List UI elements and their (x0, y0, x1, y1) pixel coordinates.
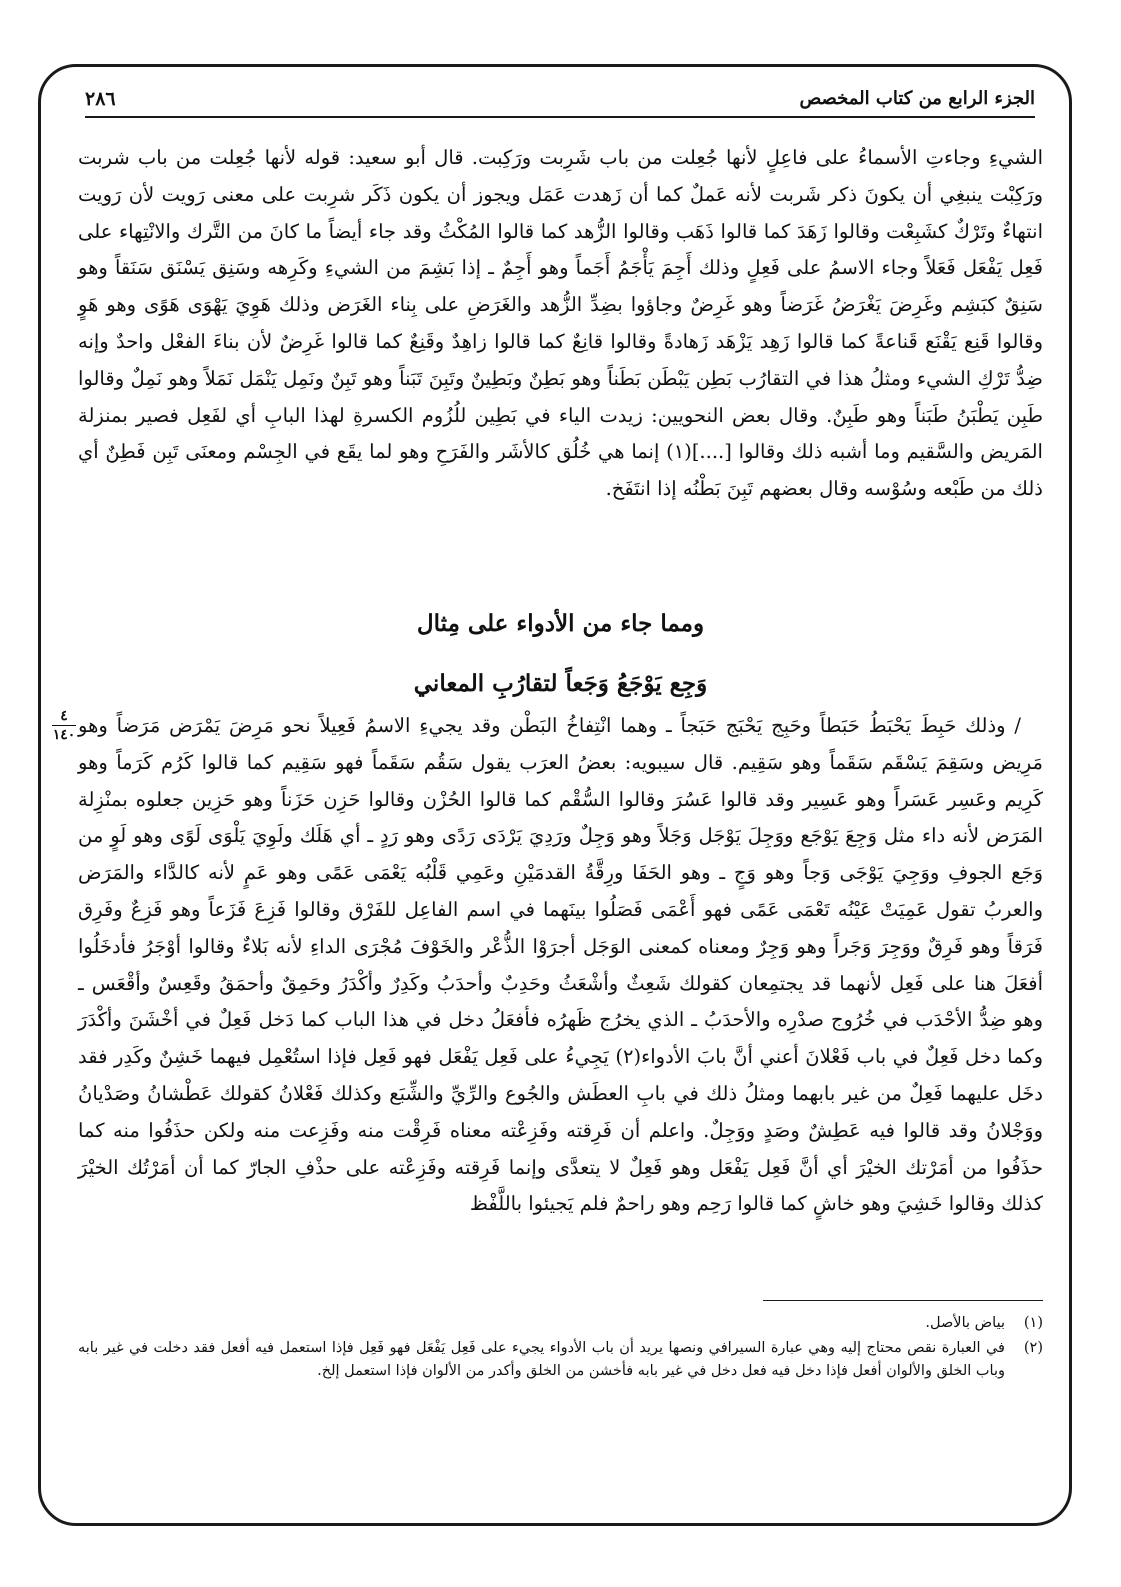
footnote-text: بياض بالأصل. (925, 1315, 1005, 1331)
footnote-item (78, 1337, 1043, 1383)
section-heading-line-1: ومما جاء من الأدواء على مِثال (416, 610, 705, 637)
main-text-block-2 (78, 708, 1043, 1223)
footnotes (78, 1312, 1043, 1385)
section-heading-line-2: وَجِع يَوْجَعُ وَجَعاً لتقارُبِ المعاني (413, 670, 708, 697)
margin-page-reference (52, 708, 76, 743)
footnote-separator (763, 1300, 1043, 1301)
book-title: الجزء الرابع من كتاب المخصص (799, 88, 1035, 109)
margin-ref-denominator: ١٤٠ (52, 727, 76, 743)
footnote-item (78, 1312, 1043, 1335)
margin-ref-numerator: ٤ (60, 708, 68, 724)
margin-ref-divider (52, 725, 76, 726)
paragraph-1: الشيءِ وجاءتِ الأسماءُ على فاعِلٍ لأنها جُعِلت من باب شَرِبت ورَكِبت. قال أبو سعيد: قوله لأنها جُعِلت من باب شربت ورَكِبْت ينبغِي أن يكونَ ذكر شَربت لأنه عَملٌ كما أن زَهدت عَمَل ويجوز أن يكون ذَكَر شرِبت على معنى رَويت لأن رَويت انتهاءٌ وتَرْكٌ كشَبِعْت وقالوا زَهَدَ كما قالوا ذَهَب وقالوا الزُّهد كما قالوا المُكْثُ وقد جاء أيضاً ما كانَ من التَّرك والانْتِهاء على فَعِل يَفْعَل فَعَلاً وجاء الاسمُ على فَعِلٍ وذلك أَجِمَ يَأْجَمُ أَجَماً وهو أَجِمٌ ـ إذا بَشِمَ من الشيءِ وكَرِهه وسَنِق يَسْنَق سَنَقاً وهو سَنِقٌ كبَشِم وغَرِضَ يَغْرَضُ غَرَضاً وهو غَرِضٌ وجاؤوا بضِدِّ الزُّهد والغَرَضِ على بِناء الغَرَض وذلك هَوِيَ يَهْوَى هَوًى وهو هَوٍ وقالوا قَنِع يَقْنَع قَناعةً كما قالوا زَهِد يَزْهَد زَهادةً وقالوا قانِعٌ كما قالوا زاهِدٌ وقَنِعٌ كما قالوا غَرِضٌ لأن بناءَ الفعْل واحدٌ وإنه ضِدُّ تَرْكِ الشيء ومثلُ هذا في التقارُب بَطِن يَبْطَن بَطَناً وهو بَطِنٌ وبَطِينٌ وتَبِنَ تَبَناً وهو تَبِنٌ ونَمِل يَنْمَل نَمَلاً وهو نَمِلٌ وقالوا طَبِن يَطْبَنُ طَبَناً وهو طَبِنٌ. وقال بعض النحويين: زيدت الياء في بَطِين للُزُوم الكسرةِ لهذا البابِ أي لفَعِل فصير بمنزلة المَريض والسَّقيم وما أشبه ذلك وقالوا [....](١) إنما هي خُلُق كالأشَر والفَرَحِ وهو لما يقَع في الجِسْم ومعنَى تَبِن فَطِنٌ أي ذلك من طَبْعه وسُوْسه وقال بعضهم تَبِنَ بَطْنُه إذا انتَفَخ. (78, 146, 1043, 501)
footnote-text: في العبارة نقص محتاج إليه وهي عبارة السيرافي ونصها يريد أن باب الأدواء يجيء على فَعِل يَفْعَل فهو فَعِل فإذا استعمل فيه أفعل فقد دخلت في غير بابه وباب الخلق والألوان أفعل فإذا دخل فيه فعل دخل في غير بابه فأخشن من الخلق وأكدر من الألوان فإذا استعمل إلخ. (78, 1340, 1005, 1379)
section-heading (78, 594, 1043, 714)
footnote-mark: (١) (1023, 1315, 1043, 1331)
main-text-block-1 (78, 140, 1043, 508)
paragraph-2: / وذلك حَبِطَ يَحْبَطُ حَبَطاً وحَبِج يَحْبَج حَبَجاً ـ وهما انْتِفاخُ البَطْن وقد يجيءِ الاسمُ فَعِيلاً نحو مَرِضَ يَمْرَض مَرَضاً وهو مَرِيض وسَقِمَ يَسْقَم سَقَماً وهو سَقِيم. قال سيبويه: بعضُ العرَب يقول سَقُم سَقَماً فهو سَقِيم كما قالوا كَرُم كَرَماً وهو كَرِيم وعَسِر عَسَراً وهو عَسِير وقد قالوا عَسُرَ وقالوا السُّقْم كما قالوا الحُزْن وقالوا حَزِن حَزَناً وهو حَزِين جعلوه بمنْزِلة المَرَض لأنه داء مثل وَجِعَ يَوْجَع ووَجِلَ يَوْجَل وَجَلاً وهو وَجِلٌ ورَدِيَ يَرْدَى رَدًى وهو رَدٍ ـ أي هَلَك ولَوِيَ يَلْوَى لَوًى وهو لَوٍ من وَجَع الجوفِ ووَجِيَ يَوْجَى وَجاً وهو وَجٍ ـ وهو الحَفَا ورِقَّةُ القدمَيْنِ وعَمِي قَلْبُه يَعْمَى عَمًى وهو عَمٍ لأنه كالدَّاء والمَرَض والعربُ تقول عَمِيَتْ عَيْنُه تَعْمَى عَمًى فهو أَعْمَى فَصَلُوا بينَهما في اسم الفاعِل للفَرْق وقالوا فَزِعَ فَزَعاً وهو فَزِعٌ وفَرِق فَرَقاً وهو فَرِقٌ ووَجِرَ وَجَراً وهو وَجِرٌ ومعناه كمعنى الوَجَل أجرَوْا الذُّعْر والخَوْفَ مُجْرَى الداءِ لأنه بَلاءٌ وقالوا أوْجَرُ فأدخَلُوا أفعَلَ هنا على فَعِل لأنهما قد يجتمِعان كقولك شَعِثٌ وأشْعَثُ وحَدِبٌ وأحدَبُ وكَدِرٌ وأكْدَرُ وحَمِقٌ وأحمَقُ وقَعِسٌ وأقْعَس ـ وهو ضِدُّ الأحْدَب في خُرُوج صدْرِه والأحدَبُ ـ الذي يخرُج ظَهرُه فأفعَلُ دخل في هذا الباب كما دَخل فَعِلٌ في أخْشَنَ وأكْدَرَ وكما دخل فَعِلٌ في باب فَعْلانَ أعني أنَّ بابَ الأدواء(٢) يَجِيءُ على فَعِل يَفْعَل فهو فَعِل فإذا استُعْمِل فيهما خَشِنٌ وكَدِر فقد دخَل عليهما فَعِلٌ من غير بابهما ومثلُ ذلك في بابِ العطَش والجُوع والرِّيِّ والشِّبَع وكذلك فَعْلانُ كقولك عَطْشانُ وصَدْيانُ ووَجْلانُ وقد قالوا فيه عَطِشٌ وصَدٍ ووَجِلٌ. واعلم أن فَرِقته وفَزِعْته معناه فَرِقْت منه وفَزِعت منه ولكن حذَفُوا منه كما حذَفُوا من أمَرْتك الخيْرَ أي أنَّ فَعِل يَفْعَل وهو فَعِلٌ لا يتعدَّى وإنما فَرِقته وفَزِعْته على حذْفِ الجارّ كما أن أمَرْتُك الخيْرَ كذلك وقالوا خَشِيَ وهو خاشٍ كما قالوا رَحِم وهو راحمٌ فلم يَجيئوا باللَّفْظ (78, 714, 1043, 1216)
running-header (85, 84, 1035, 118)
page-number: ٢٨٦ (85, 88, 116, 110)
footnote-mark: (٢) (1023, 1340, 1043, 1356)
